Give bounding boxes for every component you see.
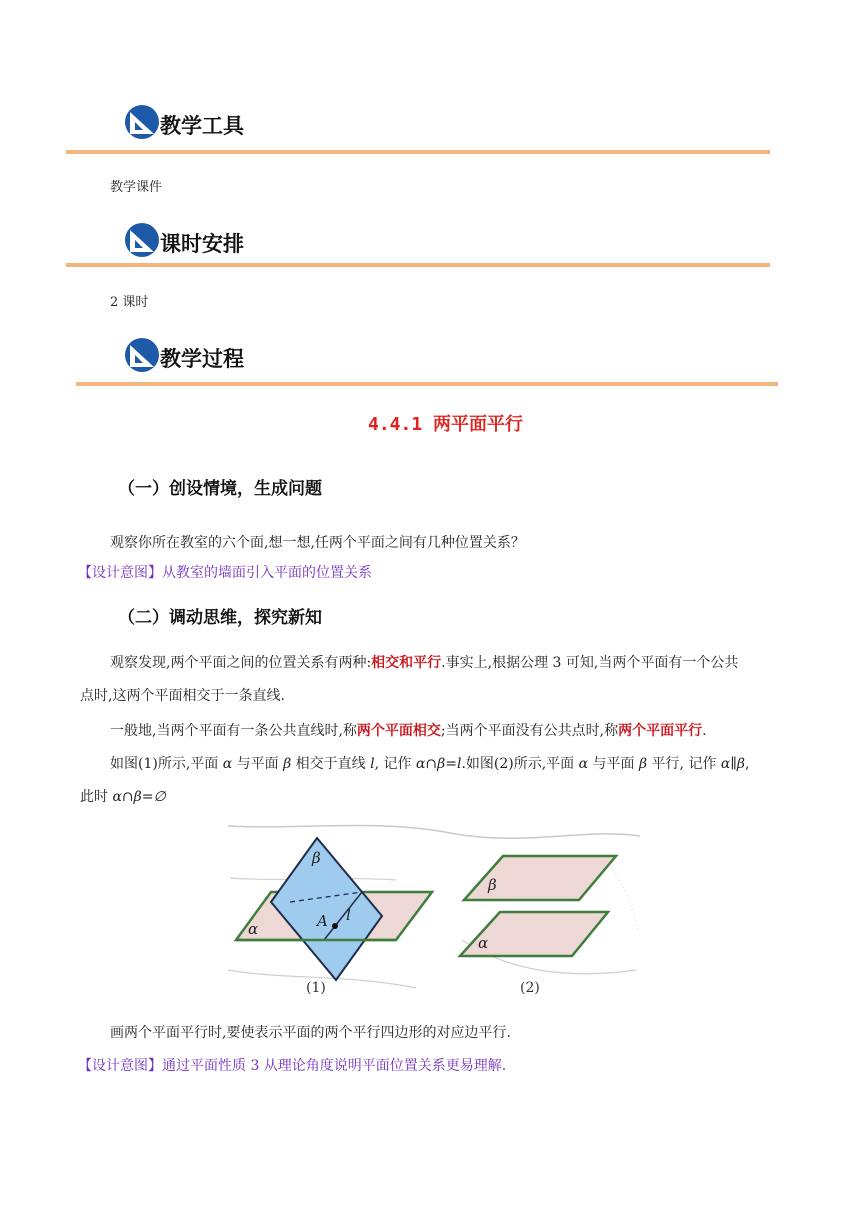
symbol-l: l	[370, 756, 375, 772]
paragraph-3-cont	[80, 787, 166, 807]
paragraph-1-cont: 点时,这两个平面相交于一条直线.	[80, 688, 285, 704]
text: 相交于直线	[291, 756, 371, 772]
text: 一般地,当两个平面有一条公共直线时,称	[110, 723, 357, 739]
label-alpha-2: α	[478, 934, 489, 952]
symbol-alpha: α	[578, 756, 589, 772]
paragraph-5: 画两个平面平行时,要使表示平面的两个平行四边形的对应边平行.	[110, 1025, 511, 1041]
design-intent-1	[78, 562, 372, 582]
figure-label-2: (2)	[520, 980, 540, 996]
planes-figure	[226, 820, 642, 1000]
text: 与平面	[232, 756, 284, 772]
text: ,	[744, 756, 750, 772]
section-title: 课时安排	[160, 232, 244, 256]
section-header-tools	[124, 104, 324, 144]
part1-text: 观察你所在教室的六个面,想一想,任两个平面之间有几种位置关系？	[110, 535, 525, 551]
formula: α∩β=∅	[112, 789, 166, 805]
set-square-icon	[124, 222, 162, 260]
lesson-title: 4.4.1 两平面平行	[368, 414, 524, 435]
label-beta-1: β	[312, 849, 321, 867]
set-square-icon	[124, 337, 162, 375]
section-title: 教学过程	[160, 347, 244, 371]
highlight-text: 两个平面平行	[618, 723, 703, 739]
section-title: 教学工具	[160, 114, 244, 138]
figure-label-1: (1)	[306, 980, 326, 996]
design-intent-tag: 【设计意图】	[78, 1058, 162, 1074]
text: 观察发现,两个平面之间的位置关系有两种:	[110, 655, 372, 671]
label-line-l: l	[346, 906, 351, 924]
text: , 记作	[374, 756, 416, 772]
section-divider	[76, 382, 778, 386]
part2-heading: （二）调动思维，探究新知	[118, 608, 322, 628]
text: 与平面	[588, 756, 640, 772]
symbol-alpha: α	[222, 756, 233, 772]
formula: α∥β	[720, 756, 745, 772]
text: 平行, 记作	[647, 756, 721, 772]
set-square-icon	[124, 104, 162, 142]
symbol-beta: β	[283, 756, 292, 772]
paragraph-1	[110, 653, 738, 673]
section-header-schedule	[124, 222, 324, 262]
formula: α∩β=l	[415, 756, 462, 772]
text: .如图(2)所示,平面	[461, 756, 579, 772]
text: .事实上,根据公理 3 可知,当两个平面有一个公共	[441, 655, 739, 671]
design-intent-text: 通过平面性质 3 从理论角度说明平面位置关系更易理解.	[162, 1058, 507, 1074]
section-divider	[66, 150, 770, 154]
symbol-beta: β	[639, 756, 648, 772]
tools-content: 教学课件	[110, 180, 163, 195]
design-intent-tag: 【设计意图】	[78, 565, 162, 581]
plane-beta	[271, 838, 382, 980]
section-divider	[66, 263, 770, 267]
text: 如图(1)所示,平面	[110, 756, 223, 772]
plane-beta-2	[464, 856, 616, 900]
design-intent-text: 从教室的墙面引入平面的位置关系	[162, 565, 372, 581]
paragraph-3	[110, 754, 749, 774]
background-curve	[606, 860, 638, 930]
highlight-text: 相交和平行	[371, 655, 442, 671]
text: .	[702, 723, 707, 739]
schedule-content: 2 课时	[110, 295, 149, 310]
text: ;当两个平面没有公共点时,称	[440, 723, 619, 739]
text: 此时	[80, 789, 113, 805]
label-point-a: A	[317, 912, 328, 930]
highlight-text: 两个平面相交	[356, 723, 441, 739]
point-a	[332, 923, 338, 929]
paragraph-2	[110, 721, 707, 741]
label-alpha-1: α	[248, 920, 259, 938]
label-beta-2: β	[488, 876, 497, 894]
design-intent-2	[78, 1055, 506, 1075]
part1-heading: （一）创设情境，生成问题	[118, 479, 322, 499]
section-header-process	[124, 337, 324, 377]
background-curve	[228, 825, 640, 838]
